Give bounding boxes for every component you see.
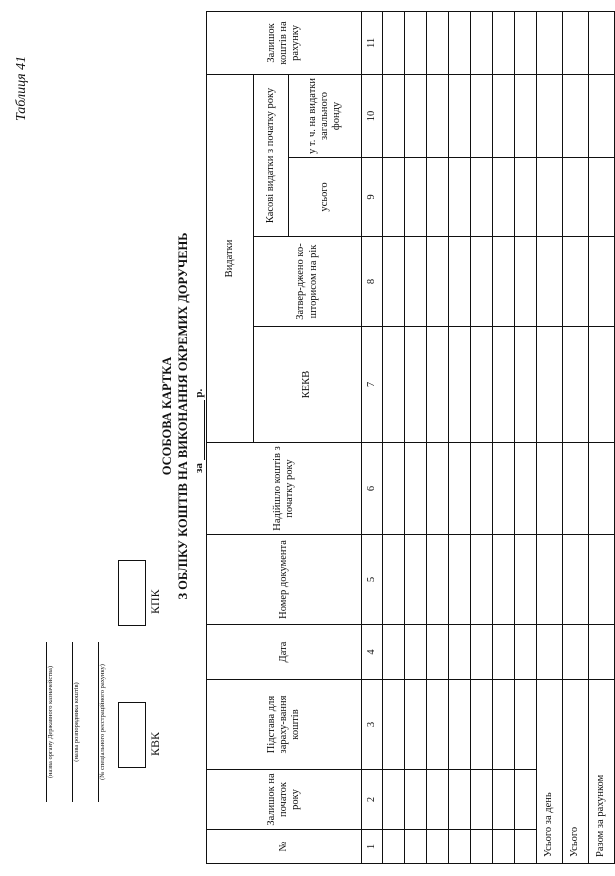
column-number: 3 bbox=[362, 680, 383, 770]
period-field bbox=[193, 389, 205, 473]
kpk-box bbox=[118, 560, 146, 626]
column-numbers-row bbox=[362, 11, 383, 863]
org-name-caption: (назва органу Державного казначейства) bbox=[47, 665, 54, 779]
table-row bbox=[493, 11, 515, 863]
column-number: 4 bbox=[362, 625, 383, 680]
col-header-date: Дата bbox=[207, 625, 362, 680]
col-header-document-number: Номер документа bbox=[207, 535, 362, 625]
column-number: 5 bbox=[362, 535, 383, 625]
ledger-table bbox=[206, 11, 615, 864]
kvk-box bbox=[118, 702, 146, 768]
table-row bbox=[383, 11, 405, 863]
account-number-caption: (№ спеціального реєстраційного рахунку) bbox=[99, 664, 106, 780]
period-prefix: за bbox=[193, 463, 205, 473]
table-row bbox=[515, 11, 537, 863]
table-row bbox=[405, 11, 427, 863]
period-blank bbox=[194, 400, 205, 460]
account-number-line bbox=[84, 642, 99, 802]
col-header-approved: Затвер-джено ко-шторисом на рік bbox=[254, 237, 362, 327]
column-number: 1 bbox=[362, 830, 383, 864]
col-header-received: Надійшло коштів з початку року bbox=[207, 443, 362, 535]
column-number: 8 bbox=[362, 237, 383, 327]
header-row-1 bbox=[207, 11, 254, 863]
col-header-no: № bbox=[207, 830, 362, 864]
row-label-total-day: Усього за день bbox=[537, 680, 563, 864]
table-row bbox=[427, 11, 449, 863]
manager-name-line bbox=[58, 642, 73, 802]
period-suffix: р. bbox=[193, 388, 205, 398]
group-header-expenses: Видатки bbox=[207, 74, 254, 442]
kvk-label: КВК bbox=[148, 731, 162, 756]
title-line-1: ОСОБОВА КАРТКА bbox=[160, 356, 174, 476]
table-row bbox=[449, 11, 471, 863]
col-header-balance-start: Залишок на початок року bbox=[207, 770, 362, 830]
kpk-label: КПК bbox=[148, 589, 162, 614]
table-label: Таблиця 41 bbox=[14, 55, 29, 121]
col-header-account-balance: Залишок коштів на рахунку bbox=[207, 11, 362, 74]
org-name-line bbox=[32, 642, 47, 802]
column-number: 11 bbox=[362, 11, 383, 74]
column-number: 6 bbox=[362, 443, 383, 535]
manager-name-caption: (назва розпорядника коштів) bbox=[73, 682, 80, 762]
col-header-kekv: КЕКВ bbox=[254, 327, 362, 443]
group-header-cash-expenses: Касові видатки з початку року bbox=[254, 74, 289, 236]
title-line-2: З ОБЛІКУ КОШТІВ НА ВИКОНАННЯ ОКРЕМИХ ДОРУЧЕНЬ bbox=[176, 232, 190, 600]
row-label-account-total: Разом за рахунком bbox=[589, 680, 615, 864]
row-label-total: Усього bbox=[563, 680, 589, 864]
column-number: 7 bbox=[362, 327, 383, 443]
col-header-general-fund: у т. ч. на видатки загального фонду bbox=[289, 74, 362, 157]
column-number: 2 bbox=[362, 770, 383, 830]
row-total bbox=[563, 11, 589, 863]
col-header-total: усього bbox=[289, 158, 362, 237]
col-header-basis: Підстава для зараху-вання коштів bbox=[207, 680, 362, 770]
row-total-day bbox=[537, 11, 563, 863]
column-number: 10 bbox=[362, 74, 383, 157]
column-number: 9 bbox=[362, 158, 383, 237]
row-account-total bbox=[589, 11, 615, 863]
table-row bbox=[471, 11, 493, 863]
